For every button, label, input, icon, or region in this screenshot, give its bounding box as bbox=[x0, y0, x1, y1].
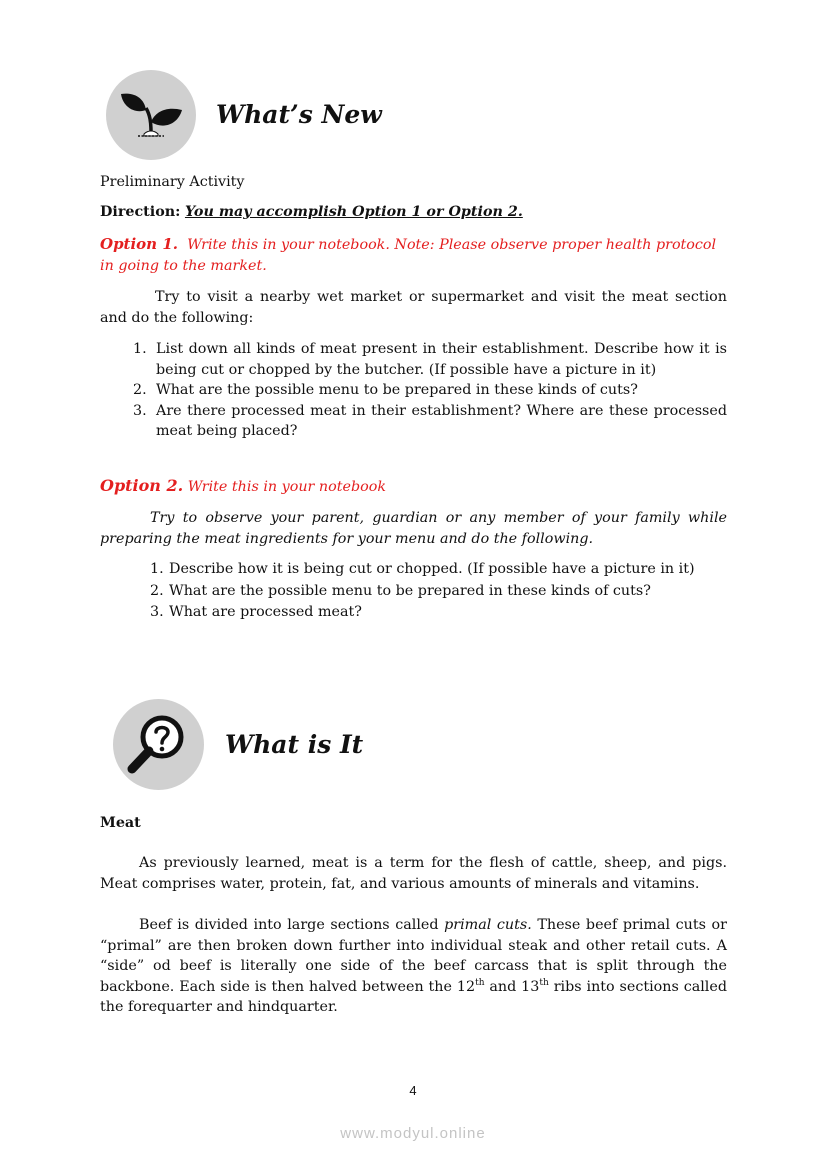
list-item: 3. What are processed meat? bbox=[150, 604, 362, 620]
option2-label: Option 2. bbox=[100, 476, 184, 495]
list-item: 2. What are the possible menu to be prepared in these kinds of cuts? bbox=[133, 382, 638, 398]
meat-paragraph-1: As previously learned, meat is a term for the flesh of cattle, sheep, and pigs. Meat comprises water, protein, fat, and various amounts of minerals and vitamins. bbox=[100, 855, 727, 892]
page-number: 4 bbox=[409, 1083, 417, 1098]
option2-intro bbox=[100, 508, 727, 549]
whats-new-heading: What’s New bbox=[216, 100, 382, 129]
list-item: 1. List down all kinds of meat present in their establishment. Describe how it is being cut or chopped by the butcher. (If possible have a picture in it) bbox=[133, 341, 727, 378]
plant-icon-circle bbox=[106, 70, 196, 160]
option1-intro-text: Try to visit a nearby wet market or supermarket and visit the meat section and do the following: bbox=[100, 289, 727, 326]
option2-list bbox=[150, 559, 730, 623]
preliminary-activity: Preliminary Activity bbox=[100, 174, 245, 190]
option2-header bbox=[100, 476, 727, 498]
list-item: 3. Are there processed meat in their establishment? Where are these processed meat being placed? bbox=[133, 402, 727, 439]
direction-line bbox=[100, 202, 727, 223]
option2-note: Write this in your notebook bbox=[187, 479, 386, 495]
option1-intro bbox=[100, 287, 727, 328]
magnifier-icon-circle bbox=[113, 699, 204, 790]
option1-list bbox=[133, 339, 727, 442]
option1-note: Write this in your notebook. Note: Please observe proper health protocol in going to the market. bbox=[100, 237, 717, 274]
watermark: www.modyul.online bbox=[340, 1125, 486, 1142]
option2-intro-text: Try to observe your parent, guardian or any member of your family while preparing the meat ingredients for your menu and do the following. bbox=[100, 510, 727, 547]
direction-label: Direction: bbox=[100, 204, 181, 220]
plant-seedling-icon bbox=[106, 70, 196, 160]
what-is-it-heading: What is It bbox=[225, 730, 364, 759]
option1-label: Option 1. bbox=[100, 235, 178, 253]
list-item: 2. What are the possible menu to be prepared in these kinds of cuts? bbox=[150, 582, 651, 599]
option1-header bbox=[100, 234, 727, 276]
list-item: 1. Describe how it is being cut or chopped. (If possible have a picture in it) bbox=[150, 561, 695, 577]
meat-subheading: Meat bbox=[100, 815, 141, 831]
direction-text: You may accomplish Option 1 or Option 2. bbox=[184, 204, 523, 220]
primal-cuts-term: primal cuts. bbox=[444, 917, 532, 933]
magnifier-question-icon bbox=[113, 699, 204, 790]
meat-paragraph-2: Beef is divided into large sections called primal cuts. These beef primal cuts or “primal” are then broken down further into individual steak and other retail cuts. A “side” od beef is literally one side of the beef carcass that is split through the backbone. Each side is then halved between the 12th and 13th ribs into sections called the forequarter and hindquarter. bbox=[100, 917, 727, 1015]
